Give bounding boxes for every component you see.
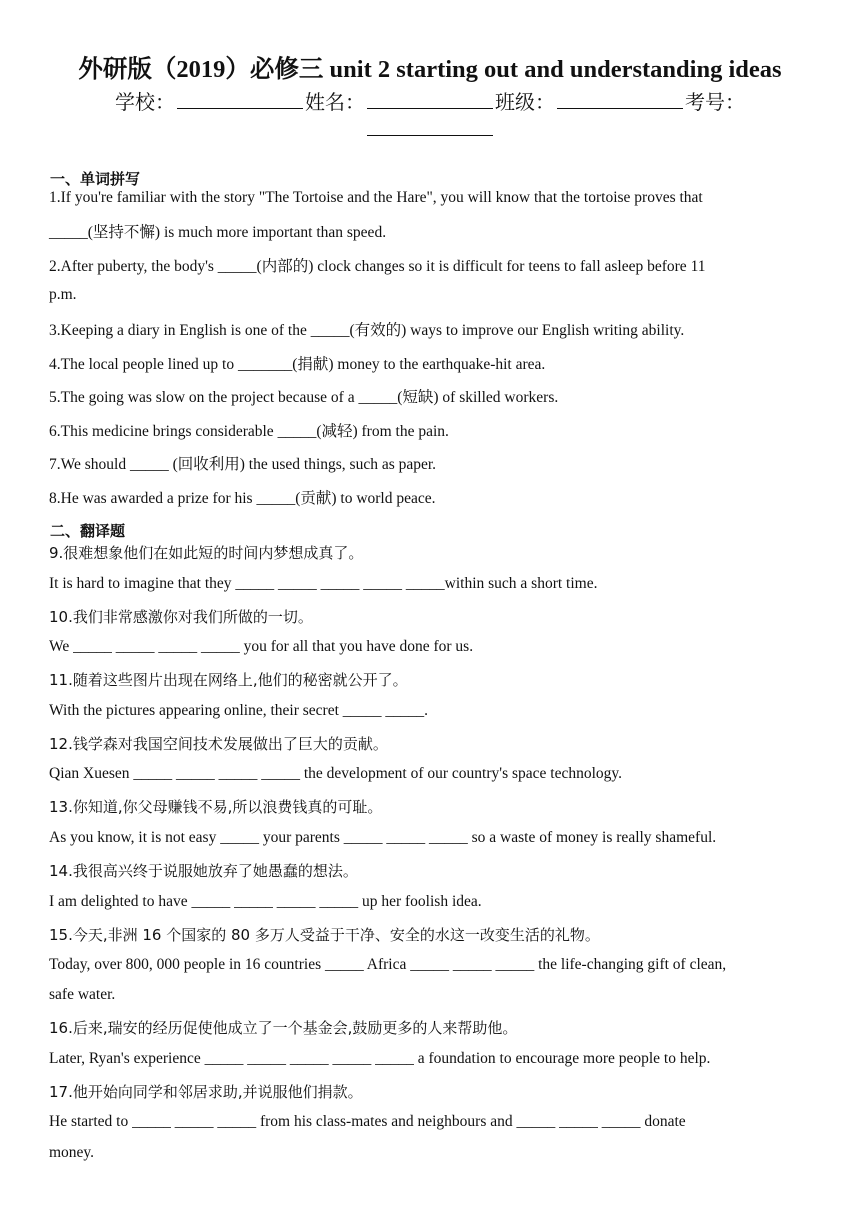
english-answer-line: With the pictures appearing online, their secret _____ _____.	[49, 702, 429, 719]
question-line: 4.The local people lined up to _______(捐献) money to the earthquake-hit area.	[49, 356, 546, 373]
chinese-prompt: 14.我很高兴终于说服她放弃了她愚蠢的想法。	[49, 862, 358, 880]
question-line: 6.This medicine brings considerable _____(减轻) from the pain.	[49, 423, 449, 440]
exam-no-blank[interactable]	[367, 117, 493, 136]
chinese-prompt: 12.钱学森对我国空间技术发展做出了巨大的贡献。	[49, 735, 388, 753]
exam-no-label: 考号：	[685, 92, 745, 114]
english-answer-line: Qian Xuesen _____ _____ _____ _____ the development of our country's space technology.	[49, 765, 623, 782]
english-answer-line: It is hard to imagine that they _____ _____ _____ _____ _____within such a short time.	[49, 575, 598, 592]
section-heading-translation: 二、翻译题	[50, 522, 126, 540]
page-title: 外研版（2019）必修三 unit 2 starting out and understanding ideas	[78, 56, 782, 83]
question-line: _____(坚持不懈) is much more important than speed.	[49, 224, 387, 241]
chinese-prompt: 16.后来,瑞安的经历促使他成立了一个基金会,鼓励更多的人来帮助他。	[49, 1019, 518, 1037]
english-answer-line: Later, Ryan's experience _____ _____ _____ _____ _____ a foundation to encourage more people to help.	[49, 1050, 711, 1067]
school-blank[interactable]	[177, 90, 303, 109]
student-info-row-2	[0, 117, 860, 142]
english-answer-line: As you know, it is not easy _____ your parents _____ _____ _____ so a waste of money is really shameful.	[49, 829, 717, 846]
name-label: 姓名：	[305, 92, 365, 114]
chinese-prompt: 15.今天,非洲 16 个国家的 80 多万人受益于干净、安全的水这一改变生活的礼物。	[49, 926, 600, 944]
english-answer-line: money.	[49, 1144, 95, 1161]
student-info-row	[0, 86, 860, 115]
question-line: 1.If you're familiar with the story "The Tortoise and the Hare", you will know that the tortoise proves that	[49, 189, 703, 206]
class-label: 班级：	[495, 92, 555, 114]
name-blank[interactable]	[367, 90, 493, 109]
chinese-prompt: 11.随着这些图片出现在网络上,他们的秘密就公开了。	[49, 671, 408, 689]
chinese-prompt: 17.他开始向同学和邻居求助,并说服他们捐款。	[49, 1083, 363, 1101]
english-answer-line: Today, over 800, 000 people in 16 countries _____ Africa _____ _____ _____ the life-changing gift of clean,	[49, 956, 727, 973]
question-line: 2.After puberty, the body's _____(内部的) clock changes so it is difficult for teens to fall asleep before 11	[49, 258, 706, 275]
question-line: 3.Keeping a diary in English is one of the _____(有效的) ways to improve our English writing ability.	[49, 322, 685, 339]
english-answer-line: We _____ _____ _____ _____ you for all that you have done for us.	[49, 638, 474, 655]
class-blank[interactable]	[557, 90, 683, 109]
english-answer-line: He started to _____ _____ _____ from his class-mates and neighbours and _____ _____ _____ donate	[49, 1113, 686, 1130]
chinese-prompt: 10.我们非常感激你对我们所做的一切。	[49, 608, 313, 626]
school-label: 学校：	[115, 92, 175, 114]
section-heading-spelling: 一、单词拼写	[50, 170, 141, 188]
question-line: 8.He was awarded a prize for his _____(贡献) to world peace.	[49, 490, 436, 507]
question-line: 7.We should _____ (回收利用) the used things, such as paper.	[49, 456, 437, 473]
chinese-prompt: 9.很难想象他们在如此短的时间内梦想成真了。	[49, 544, 364, 562]
english-answer-line: safe water.	[49, 986, 116, 1003]
question-line: p.m.	[49, 286, 77, 303]
question-line: 5.The going was slow on the project because of a _____(短缺) of skilled workers.	[49, 389, 559, 406]
english-answer-line: I am delighted to have _____ _____ _____ _____ up her foolish idea.	[49, 893, 482, 910]
chinese-prompt: 13.你知道,你父母赚钱不易,所以浪费钱真的可耻。	[49, 798, 383, 816]
